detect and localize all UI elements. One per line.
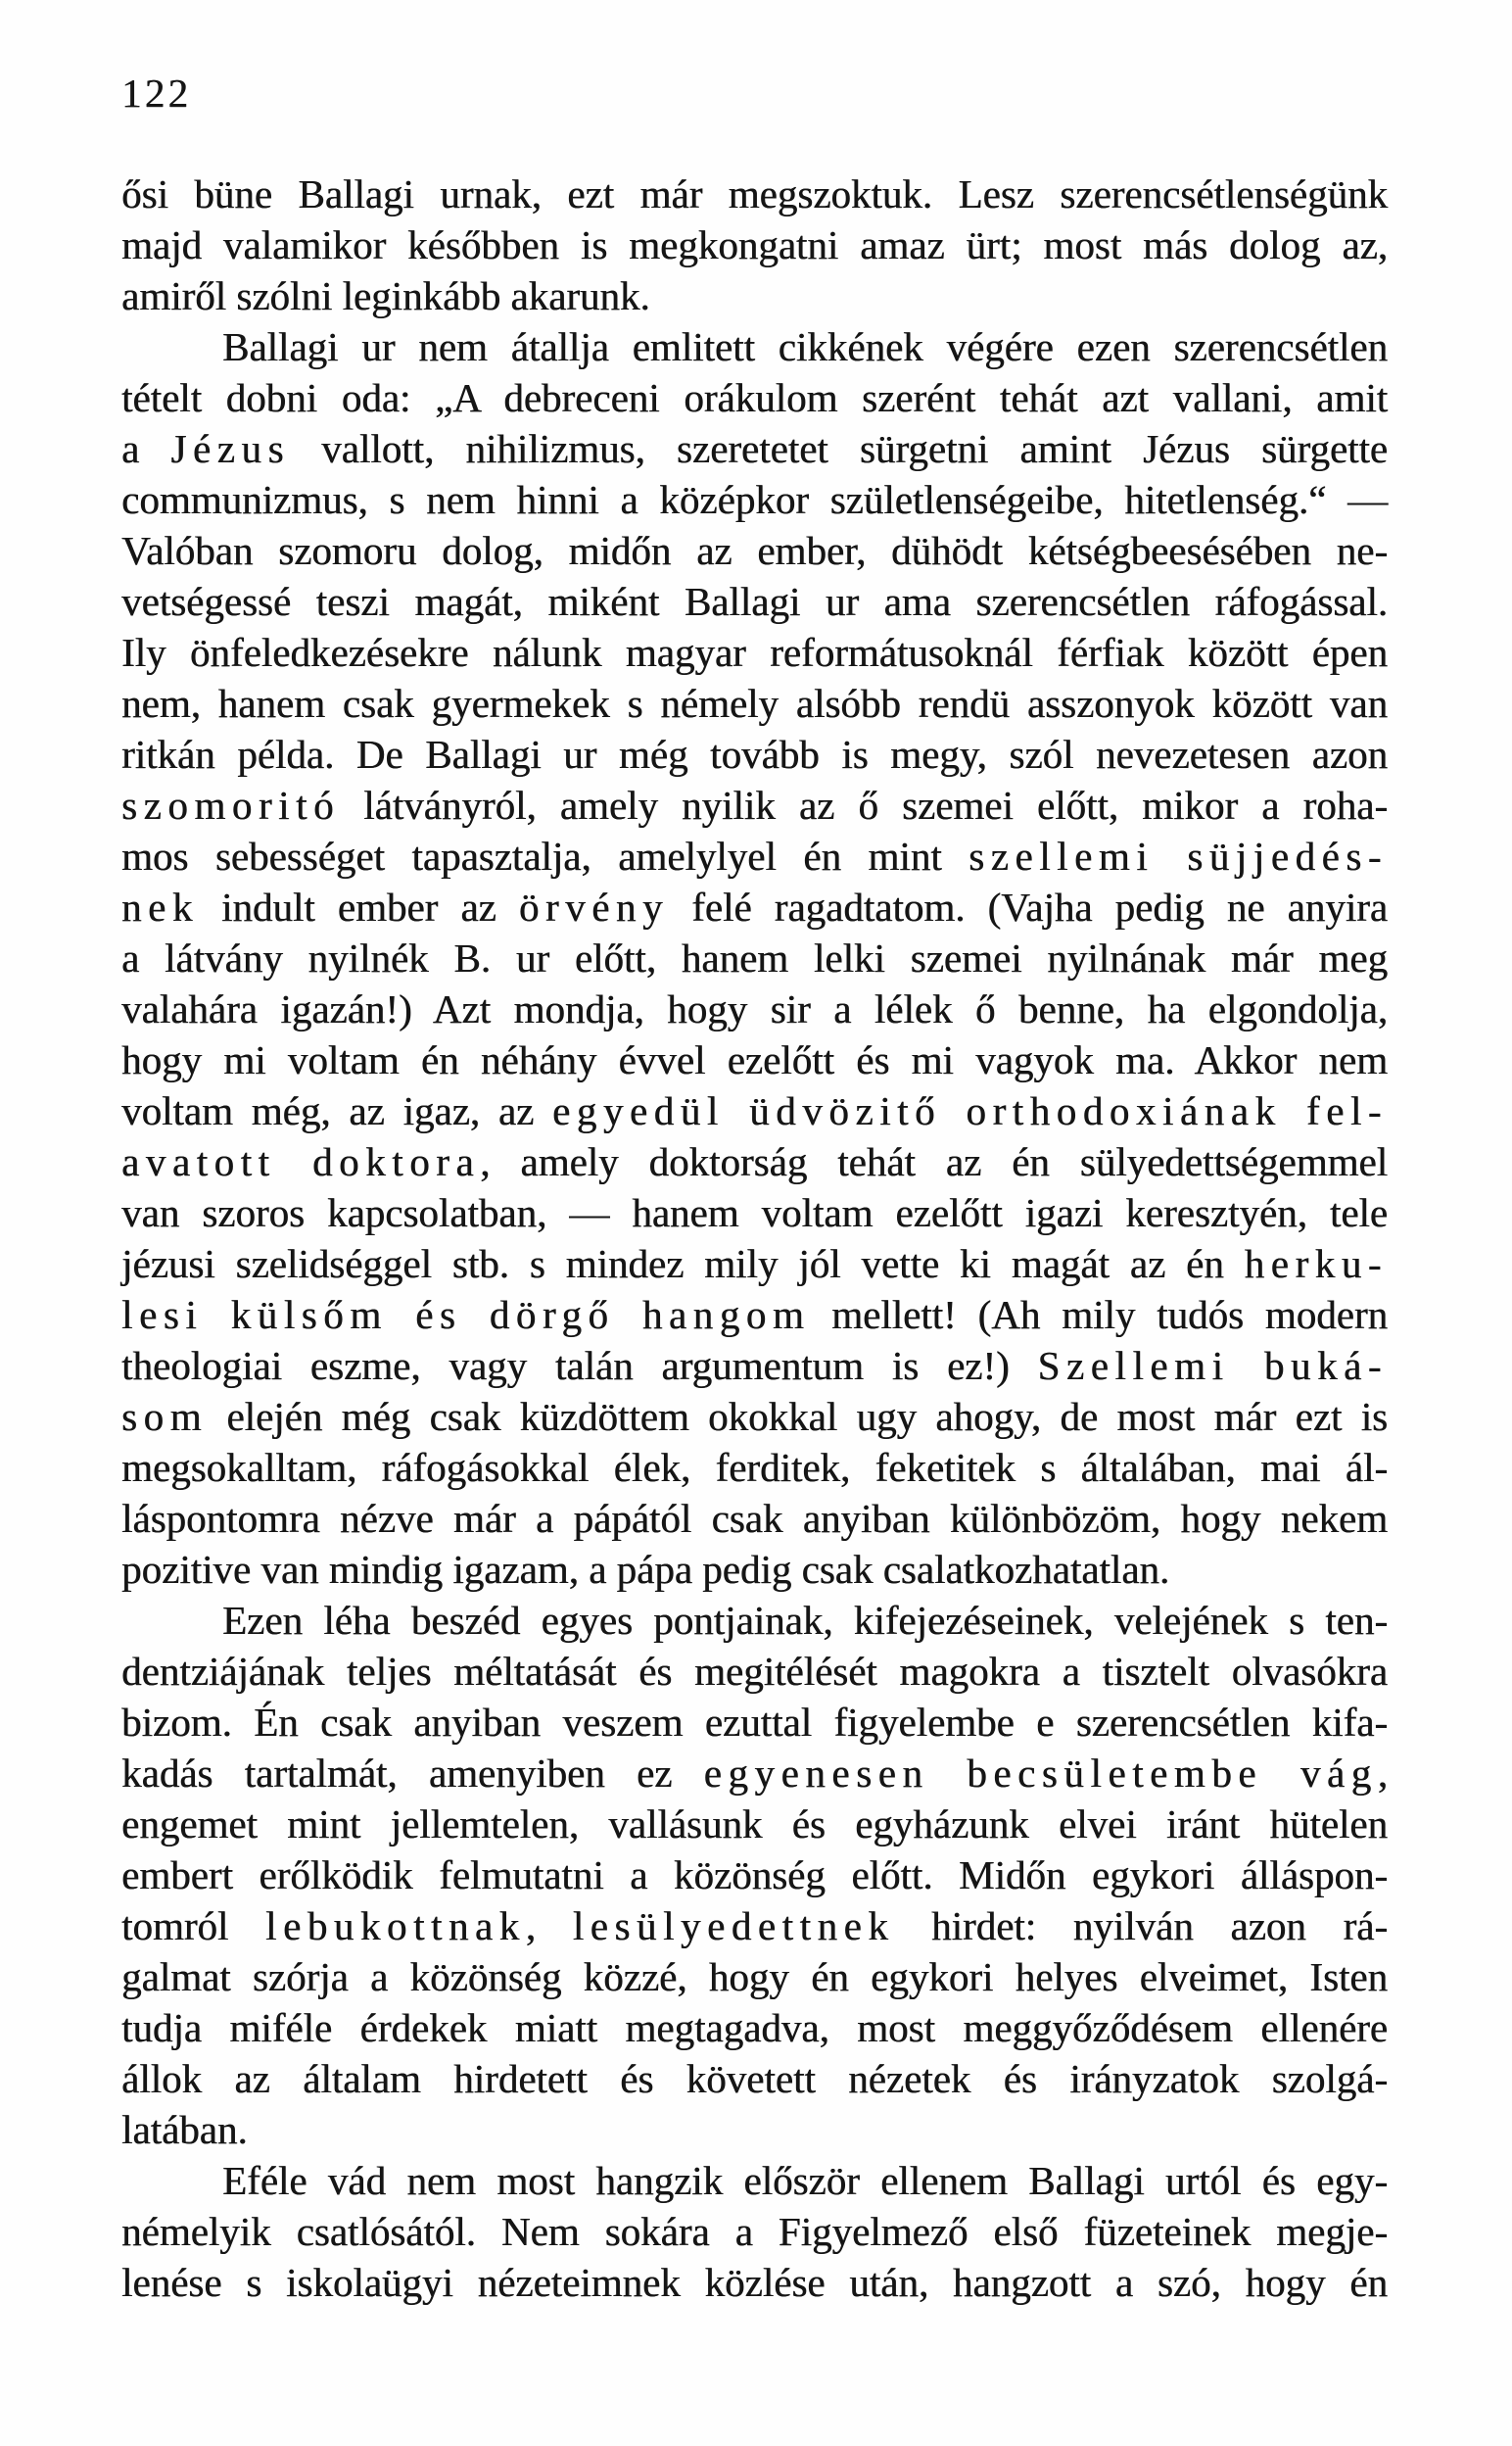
text-run: , (1377, 1751, 1388, 1796)
text-line (121, 1799, 1388, 1849)
text-line (121, 1748, 1388, 1799)
text-line (121, 1238, 1388, 1289)
text-run: tételt dobni oda: „A debreceni orákulom szerént tehát azt vallani, amit (121, 375, 1388, 420)
text-line (121, 423, 1388, 474)
text-line (121, 1544, 1388, 1595)
text-run: kadás tartalmát, amenyiben ez (121, 1751, 704, 1796)
text-line (121, 1034, 1388, 1085)
text-line (121, 1493, 1388, 1544)
text-run: pozitive van mindig igazam, a pápa pedig csak csalatkozhatatlan. (121, 1547, 1170, 1592)
paragraph (121, 321, 1388, 1595)
spaced-emphasis: szellemi süjjedés- (969, 834, 1388, 879)
spaced-emphasis: som (121, 1394, 209, 1439)
text-run: galmat szórja a közönség közzé, hogy én egykori helyes elveimet, Isten (121, 1954, 1388, 1999)
text-run: valahára igazán!) Azt mondja, hogy sir a lélek ő benne, ha elgondolja, (121, 986, 1388, 1031)
spaced-emphasis: egyedül üdvözitő orthodoxiának fel- (552, 1088, 1388, 1133)
text-run: Eféle vád nem most hangzik először ellenem Ballagi urtól és egy- (222, 2158, 1388, 2203)
text-line (121, 1136, 1388, 1187)
text-run: , (525, 1903, 573, 1948)
text-line (121, 2257, 1388, 2308)
text-run: felé ragadtatom. (Vajha pedig ne anyira (669, 885, 1388, 930)
paragraph (121, 168, 1388, 321)
text-run: amiről szólni leginkább akarunk. (121, 273, 650, 318)
text-run: hogy mi voltam én néhány évvel ezelőtt és mi vagyok ma. Akkor nem (121, 1037, 1388, 1082)
text-run: Ballagi ur nem átallja emlitett cikkének végére ezen szerencsétlen (222, 324, 1388, 369)
text-line (121, 1697, 1388, 1748)
paragraph (121, 1595, 1388, 2155)
text-line (121, 372, 1388, 423)
text-run: mellett! (Ah mily tudós modern (810, 1292, 1389, 1337)
spaced-emphasis: Szellemi buká- (1037, 1343, 1388, 1388)
text-line (121, 168, 1388, 219)
text-line (121, 2104, 1388, 2155)
text-run: latában. (121, 2107, 248, 2152)
text-run: mos sebességet tapasztalja, amelylyel én mint (121, 834, 969, 879)
text-line (121, 1442, 1388, 1493)
text-run: láspontomra nézve már a pápától csak anyiban különbözöm, hogy nekem (121, 1496, 1388, 1541)
text-run: ritkán példa. De Ballagi ur még tovább is megy, szól nevezetesen azon (121, 732, 1388, 777)
text-run: lenése s iskolaügyi nézeteimnek közlése után, hangzott a szó, hogy én (121, 2260, 1388, 2305)
text-line (121, 1085, 1388, 1136)
text-line (121, 1900, 1388, 1951)
text-run: van szoros kapcsolatban, — hanem voltam ezelőtt igazi keresztyén, tele (121, 1190, 1388, 1235)
text-run: Valóban szomoru dolog, midőn az ember, dühödt kétségbeesésében ne- (121, 528, 1388, 573)
text-run: látványról, amely nyilik az ő szemei előtt, mikor a roha- (340, 783, 1388, 828)
text-run: majd valamikor későbben is megkongatni amaz ürt; most más dolog az, (121, 222, 1388, 267)
text-run: elején még csak küzdöttem okokkal ugy ahogy, de most már ezt is (208, 1394, 1388, 1439)
text-run: nem, hanem csak gyermekek s némely alsóbb rendü asszonyok között van (121, 681, 1388, 726)
text-run: ősi büne Ballagi urnak, ezt már megszoktuk. Lesz szerencsétlenségünk (121, 171, 1388, 216)
text-run: communizmus, s nem hinni a középkor születlenségeibe, hitetlenség.“ — (121, 477, 1388, 522)
spaced-emphasis: nek (121, 885, 199, 930)
spaced-emphasis: lesi külsőm és dörgő hangom (121, 1292, 811, 1337)
text-line (121, 1646, 1388, 1697)
text-run: jézusi szelidséggel stb. s mindez mily jól vette ki magát az én (121, 1241, 1245, 1286)
text-run: , amely doktorság tehát az én sülyedettségemmel (480, 1139, 1388, 1184)
text-line (121, 1289, 1388, 1340)
body-text (121, 168, 1388, 2308)
text-line (121, 627, 1388, 678)
spaced-emphasis: lebukottnak (265, 1903, 526, 1948)
text-line (121, 933, 1388, 983)
text-run: tudja miféle érdekek miatt megtagadva, most meggyőződésem ellenére (121, 2005, 1388, 2050)
spaced-emphasis: szomoritó (121, 783, 341, 828)
text-run: engemet mint jellemtelen, vallásunk és egyházunk elvei iránt hütelen (121, 1801, 1388, 1846)
text-run: vetségessé teszi magát, miként Ballagi ur ama szerencsétlen ráfogással. (121, 579, 1388, 624)
text-line (121, 576, 1388, 627)
text-line (121, 678, 1388, 729)
text-run: embert erőlködik felmutatni a közönség előtt. Midőn egykori álláspon- (121, 1852, 1388, 1897)
text-line (121, 1951, 1388, 2002)
text-line (121, 1391, 1388, 1442)
text-line (121, 1595, 1388, 1646)
text-line (121, 983, 1388, 1034)
text-run: a (121, 426, 171, 471)
text-line (121, 2206, 1388, 2257)
text-run: a látvány nyilnék B. ur előtt, hanem lelki szemei nyilnának már meg (121, 935, 1388, 981)
spaced-emphasis: herku- (1244, 1241, 1388, 1286)
text-line (121, 1187, 1388, 1238)
text-run: hirdet: nyilván azon rá- (894, 1903, 1388, 1948)
text-run: némelyik csatlósától. Nem sokára a Figyelmező első füzeteinek megje- (121, 2209, 1388, 2254)
text-run: állok az általam hirdetett és követett nézetek és irányzatok szolgá- (121, 2056, 1388, 2101)
spaced-emphasis: Jézus (170, 426, 290, 471)
text-line (121, 525, 1388, 576)
text-line (121, 729, 1388, 780)
paragraph (121, 2155, 1388, 2308)
text-line (121, 1340, 1388, 1391)
text-run: tomról (121, 1903, 266, 1948)
text-run: Ezen léha beszéd egyes pontjainak, kifejezéseinek, velejének s ten- (222, 1598, 1388, 1643)
text-run: vallott, nihilizmus, szeretetet sürgetni amint Jézus sürgette (290, 426, 1388, 471)
text-run: theologiai eszme, vagy talán argumentum is ez!) (121, 1343, 1038, 1388)
text-line (121, 219, 1388, 270)
spaced-emphasis: avatott doktora (121, 1139, 481, 1184)
text-run: voltam még, az igaz, az (121, 1088, 553, 1133)
text-line (121, 321, 1388, 372)
text-line (121, 474, 1388, 525)
text-line (121, 831, 1388, 882)
page-number: 122 (121, 71, 192, 116)
spaced-emphasis: örvény (518, 885, 670, 930)
text-run: megsokalltam, ráfogásokkal élek, ferditek, feketitek s általában, mai ál- (121, 1445, 1388, 1490)
text-line (121, 2002, 1388, 2053)
text-run: bizom. Én csak anyiban veszem ezuttal figyelembe e szerencsétlen kifa- (121, 1700, 1388, 1745)
spaced-emphasis: lesülyedettnek (572, 1903, 895, 1948)
text-run: dentziájának teljes méltatását és megitélését magokra a tisztelt olvasókra (121, 1649, 1388, 1694)
text-line (121, 882, 1388, 933)
text-line (121, 270, 1388, 321)
text-line (121, 2053, 1388, 2104)
text-line (121, 780, 1388, 831)
spaced-emphasis: egyenesen becsületembe vág (703, 1751, 1378, 1796)
text-run: Ily önfeledkezésekre nálunk magyar reformátusoknál férfiak között épen (121, 630, 1388, 675)
text-line (121, 1849, 1388, 1900)
text-line (121, 2155, 1388, 2206)
text-run: indult ember az (198, 885, 519, 930)
